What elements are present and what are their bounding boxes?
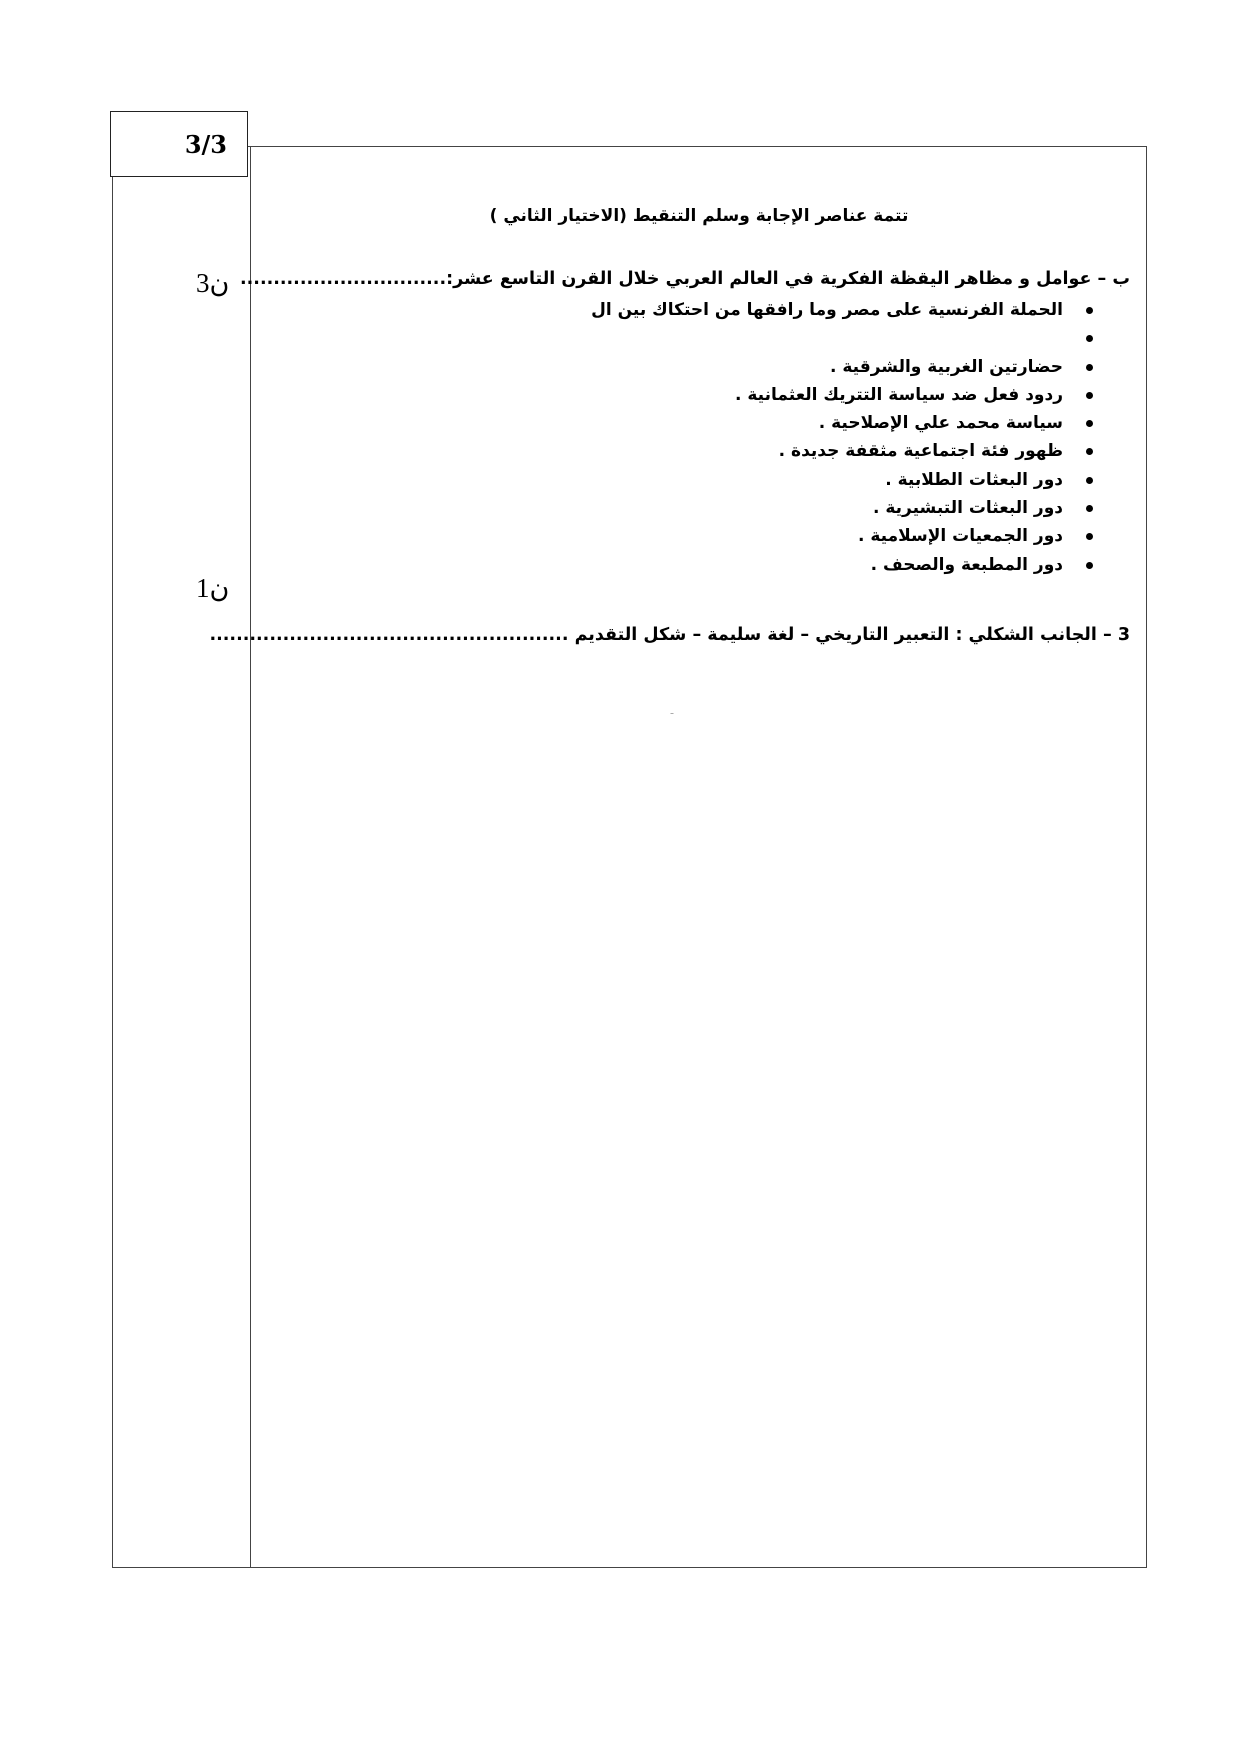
section-3-line: 3 – الجانب الشكلي : التعبير التاريخي – لغة سليمة – شكل التقديم ...................................................... — [209, 625, 1130, 645]
list-item: الحملة الفرنسية على مصر وما رافقها من احتكاك بين ال — [268, 296, 1063, 324]
list-item — [268, 324, 1063, 352]
bullet-icon — [1086, 392, 1093, 399]
section-b-heading: ب – عوامل و مظاهر اليقظة الفكرية في العالم العربي خلال القرن التاسع عشر:............................... — [240, 269, 1130, 289]
list-item: ردود فعل ضد سياسة التتريك العثمانية . — [268, 381, 1063, 409]
bullet-icon — [1086, 307, 1093, 314]
list-item: سياسة محمد علي الإصلاحية . — [268, 409, 1063, 437]
list-item: حضارتين الغربية والشرقية . — [268, 353, 1063, 381]
bullet-icon — [1086, 477, 1093, 484]
bullet-icon — [1086, 364, 1093, 371]
list-item: دور البعثات الطلابية . — [268, 466, 1063, 494]
page-title: تتمة عناصر الإجابة وسلم التنقيط (الاختيار الثاني ) — [489, 206, 909, 226]
bullet-icon — [1086, 562, 1093, 569]
score-section-3: 1ن — [196, 573, 230, 603]
list-item: ظهور فئة اجتماعية مثقفة جديدة . — [268, 437, 1063, 465]
margin-divider — [250, 146, 251, 1568]
list-item: دور المطبعة والصحف . — [268, 551, 1063, 579]
score-section-b: 3ن — [196, 268, 230, 298]
end-separator — [360, 712, 980, 728]
section-b-list — [268, 296, 1063, 579]
page-number: 3/3 — [110, 111, 248, 177]
list-item: دور البعثات التبشيرية . — [268, 494, 1063, 522]
list-item: دور الجمعيات الإسلامية . — [268, 522, 1063, 550]
